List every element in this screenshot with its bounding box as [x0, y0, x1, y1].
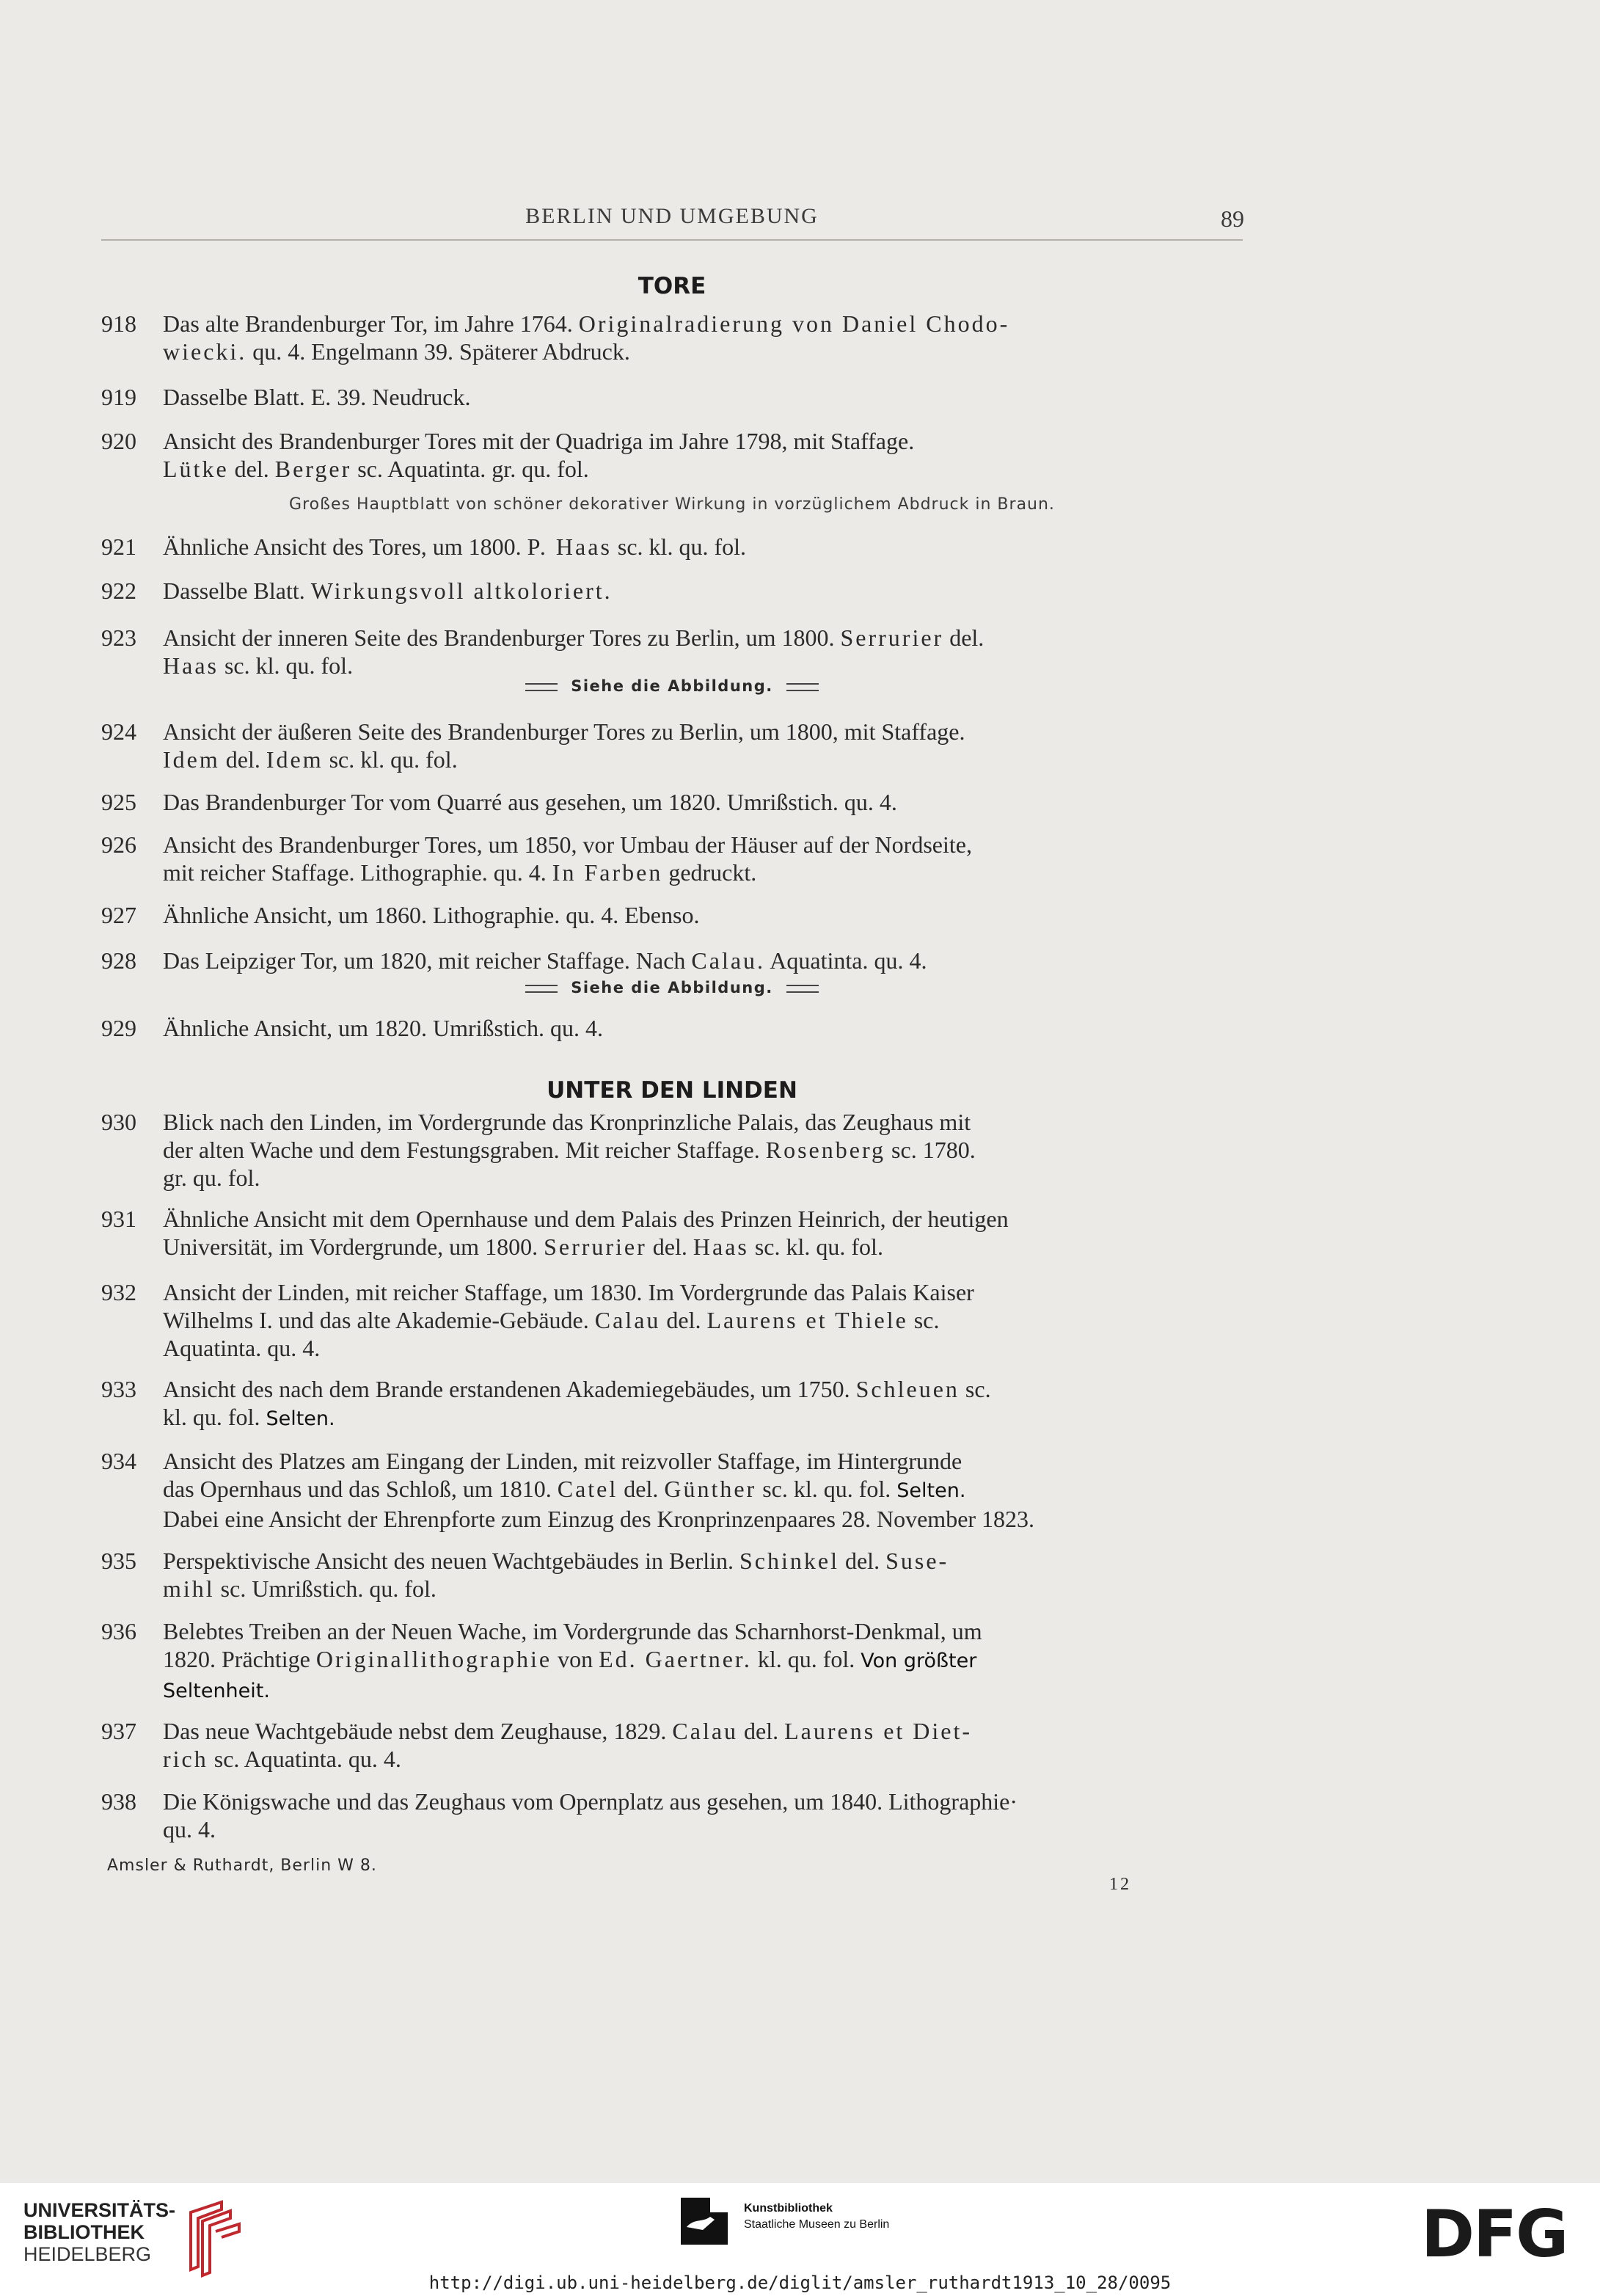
catalog-entry-921	[101, 533, 1246, 561]
catalog-entry-920	[101, 427, 1246, 483]
entry-text: del.	[839, 1548, 886, 1574]
entry-number: 922	[101, 577, 136, 604]
entry-text: Aquatinta. qu. 4.	[765, 947, 927, 974]
entry-spaced-text: Suse-	[885, 1548, 949, 1574]
entry-spaced-text: Originallithographie	[315, 1646, 552, 1672]
entry-number: 921	[101, 533, 136, 560]
entry-text: Ansicht des nach dem Brande erstandenen Akademiegebäudes, um 1750.	[163, 1376, 856, 1402]
entry-spaced-text: Idem	[163, 746, 220, 773]
entry-text: sc. Aquatinta. gr. qu. fol.	[351, 456, 589, 482]
entry-number: 937	[101, 1718, 136, 1744]
catalog-entry-933	[101, 1375, 1246, 1433]
double-rule-right	[786, 683, 819, 691]
entry-spaced-text: Serrurier	[544, 1233, 647, 1260]
entry-spaced-text: Calau.	[691, 947, 766, 974]
entry-text: sc. 1780.	[885, 1137, 976, 1163]
publisher-imprint: Amsler & Ruthardt, Berlin W 8.	[107, 1856, 377, 1875]
entry-text: del.	[228, 456, 275, 482]
catalog-entry-931	[101, 1205, 1246, 1261]
entry-text: sc. kl. qu. fol.	[323, 746, 458, 773]
entry-text: del.	[646, 1233, 693, 1260]
entry-text: gr. qu. fol.	[163, 1165, 260, 1191]
entry-text: Ansicht der äußeren Seite des Brandenburger Tores zu Berlin, um 1800, mit Staffage.	[163, 718, 965, 745]
catalog-entry-922	[101, 577, 1246, 605]
entry-text: Das Leipziger Tor, um 1820, mit reicher Staffage. Nach	[163, 947, 692, 974]
catalog-entry-926	[101, 831, 1246, 886]
rarity-remark: Selten.	[896, 1479, 966, 1502]
entry-text: del.	[660, 1307, 707, 1333]
entry-spaced-text: Günther	[664, 1476, 757, 1502]
entry-spaced-text: Berger	[274, 456, 352, 482]
entry-spaced-text: Catel	[557, 1476, 618, 1502]
entry-text: kl. qu. fol.	[163, 1404, 266, 1430]
entry-number: 923	[101, 624, 136, 651]
entry-text: Blick nach den Linden, im Vordergrunde das Kronprinzliche Palais, das Zeughaus mit	[163, 1109, 971, 1135]
entry-spaced-text: Haas	[163, 652, 219, 679]
ub-red-mark-icon	[186, 2199, 245, 2280]
entry-text: Ansicht des Brandenburger Tores mit der Quadriga im Jahre 1798, mit Staffage.	[163, 428, 915, 454]
entry-number: 932	[101, 1279, 136, 1305]
catalog-entry-934	[101, 1447, 1246, 1533]
entry-number: 925	[101, 789, 136, 815]
rarity-remark: Von größter	[861, 1650, 977, 1672]
entry-text: Ähnliche Ansicht mit dem Opernhause und dem Palais des Prinzen Heinrich, der heutigen	[163, 1206, 1009, 1232]
ub-logo-line: HEIDELBERG	[23, 2243, 152, 2265]
entry-number: 931	[101, 1206, 136, 1232]
catalog-entry-938	[101, 1787, 1246, 1843]
entry-text: sc. Umrißstich. qu. fol.	[214, 1575, 436, 1602]
entry-text: Das neue Wachtgebäude nebst dem Zeughause, 1829.	[163, 1718, 673, 1744]
entry-spaced-text: mihl	[163, 1575, 215, 1602]
rarity-remark: Selten.	[266, 1407, 335, 1430]
entry-text: Die Königswache und das Zeughaus vom Opernplatz aus gesehen, um 1840. Lithographie·	[163, 1788, 1018, 1815]
entry-spaced-text: wiecki.	[163, 338, 247, 365]
entry-number: 930	[101, 1109, 136, 1135]
entry-text: kl. qu. fol.	[751, 1646, 861, 1672]
entry-spaced-text: Haas	[693, 1233, 749, 1260]
entry-text: Dabei eine Ansicht der Ehrenpforte zum Einzug des Kronprinzenpaares 28. November 1823.	[163, 1506, 1035, 1532]
rarity-remark: Seltenheit.	[163, 1680, 270, 1702]
entry-text: Ansicht des Platzes am Eingang der Linden, mit reizvoller Staffage, im Hintergrunde	[163, 1448, 962, 1474]
entry-number: 936	[101, 1618, 136, 1644]
entry-text: qu. 4.	[163, 1816, 216, 1843]
entry-spaced-text: Schleuen	[855, 1376, 960, 1402]
entry-text: sc. kl. qu. fol.	[748, 1233, 883, 1260]
entry-text: 1820. Prächtige	[163, 1646, 316, 1672]
entry-spaced-text: In Farben	[552, 859, 663, 886]
entry-text: Ansicht der inneren Seite des Brandenburger Tores zu Berlin, um 1800.	[163, 624, 841, 651]
section-heading-unter-den-linden: UNTER DEN LINDEN	[547, 1077, 797, 1104]
dfg-logo-text: DFG	[1421, 2206, 1568, 2262]
see-illustration-text: Siehe die Abbildung.	[571, 979, 773, 996]
entry-number: 938	[101, 1788, 136, 1815]
section-heading-tore: TORE	[638, 273, 706, 299]
entry-text: sc. kl. qu. fol.	[611, 533, 746, 560]
printer-signature-mark: 12	[1109, 1875, 1131, 1894]
running-head	[101, 203, 1243, 241]
see-illustration-928	[101, 979, 1243, 996]
entry-text: sc.	[959, 1376, 991, 1402]
entry-spaced-text: rich	[163, 1746, 208, 1772]
entry-spaced-text: Idem	[266, 746, 324, 773]
document-url-link[interactable]: http://digi.ub.uni-heidelberg.de/diglit/amsler_ruthardt1913_10_28/0095	[428, 2273, 1172, 2293]
entry-text: Ähnliche Ansicht, um 1860. Lithographie. qu. 4. Ebenso.	[163, 902, 700, 928]
entry-text: sc.	[907, 1307, 940, 1333]
entry-text: del.	[943, 624, 985, 651]
entry-number: 934	[101, 1448, 136, 1474]
kunstbibliothek-subtitle: Staatliche Museen zu Berlin	[744, 2218, 890, 2231]
entry-spaced-text: Laurens et Diet-	[784, 1718, 973, 1744]
entry-text: gedruckt.	[662, 859, 757, 886]
entry-text: Ansicht des Brandenburger Tores, um 1850, vor Umbau der Häuser auf der Nordseite,	[163, 831, 972, 858]
entry-text: Das alte Brandenburger Tor, im Jahre 1764.	[163, 310, 579, 337]
entry-number: 929	[101, 1015, 136, 1041]
digitization-footer	[0, 2183, 1600, 2296]
entry-spaced-text: Calau	[672, 1718, 739, 1744]
entry-text: der alten Wache und dem Festungsgraben. Mit reicher Staffage.	[163, 1137, 766, 1163]
ub-logo-line: UNIVERSITÄTS-	[23, 2199, 176, 2221]
catalog-entry-923	[101, 624, 1246, 679]
entry-spaced-text: Schinkel	[739, 1548, 839, 1574]
catalog-entry-932	[101, 1278, 1246, 1362]
entry-spaced-text: Lütke	[163, 456, 229, 482]
entry-text: sc. kl. qu. fol.	[756, 1476, 897, 1502]
entry-number: 928	[101, 947, 136, 974]
dfg-logo	[1421, 2206, 1575, 2262]
entry-text: Ansicht der Linden, mit reicher Staffage, um 1830. Im Vordergrunde das Palais Kaiser	[163, 1279, 974, 1305]
catalog-entry-935	[101, 1547, 1246, 1603]
kunstbibliothek-title: Kunstbibliothek	[744, 2202, 833, 2215]
entry-number: 927	[101, 902, 136, 928]
entry-spaced-text: Calau	[594, 1307, 661, 1333]
running-title: BERLIN UND UMGEBUNG	[525, 204, 819, 228]
entry-spaced-text: Originalradierung von Daniel Chodo-	[578, 310, 1010, 337]
catalog-entry-918	[101, 310, 1246, 365]
entry-spaced-text: Laurens et Thiele	[706, 1307, 908, 1333]
entry-text: das Opernhaus und das Schloß, um 1810.	[163, 1476, 558, 1502]
page-number: 89	[1221, 205, 1244, 232]
entry-text: Universität, im Vordergrunde, um 1800.	[163, 1233, 544, 1260]
entry-number: 924	[101, 718, 136, 745]
entry-spaced-text: Serrurier	[840, 624, 944, 651]
entry-text: del.	[219, 746, 266, 773]
entry-text: Belebtes Treiben an der Neuen Wache, im Vordergrunde das Scharnhorst-Denkmal, um	[163, 1618, 982, 1644]
ub-logo-line: BIBLIOTHEK	[23, 2221, 145, 2243]
entry-text: Ähnliche Ansicht, um 1820. Umrißstich. qu. 4.	[163, 1015, 603, 1041]
entry-text: Aquatinta. qu. 4.	[163, 1335, 321, 1361]
entry-text: mit reicher Staffage. Lithographie. qu. 4.	[163, 859, 552, 886]
entry-text: von	[552, 1646, 599, 1672]
entry-number: 919	[101, 384, 136, 410]
entry-text: Dasselbe Blatt. E. 39. Neudruck.	[163, 384, 471, 410]
entry-text: sc. kl. qu. fol.	[218, 652, 354, 679]
entry-text: Dasselbe Blatt.	[163, 577, 311, 604]
entry-number: 920	[101, 428, 136, 454]
entry-text: Ähnliche Ansicht des Tores, um 1800.	[163, 533, 527, 560]
entry-spaced-text: Wirkungsvoll altkoloriert.	[310, 577, 613, 604]
double-rule-right	[786, 985, 819, 993]
catalog-entry-929	[101, 1014, 1246, 1042]
entry-text: del.	[738, 1718, 785, 1744]
entry-spaced-text: P. Haas	[527, 533, 612, 560]
entry-spaced-text: Rosenberg	[765, 1137, 886, 1163]
entry-number: 926	[101, 831, 136, 858]
entry-spaced-text: Ed. Gaertner.	[599, 1646, 752, 1672]
entry-text: Das Brandenburger Tor vom Quarré aus gesehen, um 1820. Umrißstich. qu. 4.	[163, 789, 897, 815]
entry-text: Perspektivische Ansicht des neuen Wachtgebäudes in Berlin.	[163, 1548, 739, 1574]
entry-number: 935	[101, 1548, 136, 1574]
see-illustration-text: Siehe die Abbildung.	[571, 677, 773, 695]
entry-text: Wilhelms I. und das alte Akademie-Gebäude.	[163, 1307, 595, 1333]
entry-text: sc. Aquatinta. qu. 4.	[208, 1746, 401, 1772]
catalog-entry-925	[101, 788, 1246, 816]
entry-text: del.	[618, 1476, 665, 1502]
catalog-entry-937	[101, 1717, 1246, 1773]
catalog-entry-930	[101, 1108, 1246, 1192]
entry-number: 933	[101, 1376, 136, 1402]
catalog-entry-928	[101, 947, 1246, 974]
entry-note-920: Großes Hauptblatt von schöner dekorativer Wirkung in vorzüglichem Abdruck in Braun.	[289, 495, 1055, 514]
kunstbibliothek-mark-icon	[681, 2198, 728, 2245]
entry-text: qu. 4. Engelmann 39. Späterer Abdruck.	[246, 338, 630, 365]
see-illustration-923	[101, 677, 1243, 695]
entry-number: 918	[101, 310, 136, 337]
catalog-entry-936	[101, 1617, 1246, 1705]
ub-heidelberg-logo	[23, 2199, 244, 2280]
double-rule-left	[525, 683, 558, 691]
catalog-entry-919	[101, 383, 1246, 411]
catalog-entry-927	[101, 901, 1246, 929]
catalog-entry-924	[101, 718, 1246, 773]
double-rule-left	[525, 985, 558, 993]
